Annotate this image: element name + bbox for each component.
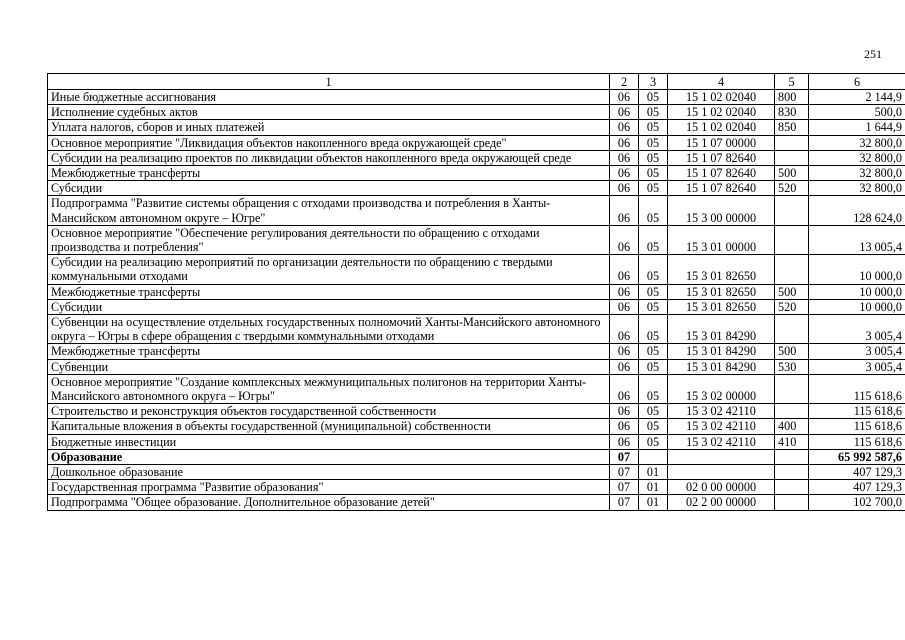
expense-type-cell: [775, 315, 809, 344]
amount-cell: 1 644,9: [809, 120, 905, 135]
expense-type-cell: 830: [775, 105, 809, 120]
target-article-cell: 15 3 01 84290: [668, 344, 775, 359]
row-name-cell: Субсидии: [48, 299, 610, 314]
expense-type-cell: 520: [775, 181, 809, 196]
subsection-code-cell: 05: [639, 181, 668, 196]
amount-cell: 32 800,0: [809, 166, 905, 181]
table-row: [48, 434, 905, 449]
table-row: [48, 419, 905, 434]
table-row: [48, 465, 905, 480]
section-code-cell: 06: [610, 255, 639, 284]
amount-cell: 32 800,0: [809, 135, 905, 150]
target-article-cell: 15 3 02 42110: [668, 404, 775, 419]
section-code-cell: 06: [610, 196, 639, 225]
expense-type-cell: 530: [775, 359, 809, 374]
expense-type-cell: 520: [775, 299, 809, 314]
section-code-cell: 06: [610, 374, 639, 403]
row-name-cell: Уплата налогов, сборов и иных платежей: [48, 120, 610, 135]
table-row: [48, 480, 905, 495]
target-article-cell: 02 0 00 00000: [668, 480, 775, 495]
subsection-code-cell: 05: [639, 404, 668, 419]
column-header: 2: [610, 74, 639, 90]
amount-cell: 115 618,6: [809, 419, 905, 434]
target-article-cell: 15 1 02 02040: [668, 120, 775, 135]
expense-type-cell: 850: [775, 120, 809, 135]
row-name-cell: Субсидии на реализацию проектов по ликвидации объектов накопленного вреда окружающей среде: [48, 150, 610, 165]
section-code-cell: 06: [610, 135, 639, 150]
section-code-cell: 07: [610, 480, 639, 495]
row-name-cell: Межбюджетные трансферты: [48, 284, 610, 299]
row-name-cell: Бюджетные инвестиции: [48, 434, 610, 449]
table-row: [48, 374, 905, 403]
amount-cell: 2 144,9: [809, 90, 905, 105]
amount-cell: 3 005,4: [809, 315, 905, 344]
section-code-cell: 06: [610, 404, 639, 419]
expense-type-cell: [775, 449, 809, 464]
section-code-cell: 06: [610, 105, 639, 120]
expense-type-cell: 500: [775, 166, 809, 181]
table-row: [48, 255, 905, 284]
target-article-cell: 15 3 01 84290: [668, 315, 775, 344]
row-name-cell: Субвенции на осуществление отдельных государственных полномочий Ханты-Мансийского автономного округа – Югры в сфере обращения с твердыми коммунальными отходами: [48, 315, 610, 344]
table-row: [48, 404, 905, 419]
amount-cell: 3 005,4: [809, 359, 905, 374]
column-header: 5: [775, 74, 809, 90]
section-code-cell: 06: [610, 181, 639, 196]
subsection-code-cell: 05: [639, 419, 668, 434]
subsection-code-cell: 05: [639, 284, 668, 299]
target-article-cell: 02 2 00 00000: [668, 495, 775, 510]
column-header: 1: [48, 74, 610, 90]
subsection-code-cell: 05: [639, 90, 668, 105]
expense-type-cell: 500: [775, 344, 809, 359]
table-row: [48, 181, 905, 196]
expense-type-cell: [775, 374, 809, 403]
section-code-cell: 06: [610, 284, 639, 299]
subsection-code-cell: 05: [639, 135, 668, 150]
section-code-cell: 06: [610, 225, 639, 254]
row-name-cell: Основное мероприятие "Создание комплексных межмуниципальных полигонов на территории Ханты-Мансийского автономного округа – Югры": [48, 374, 610, 403]
subsection-code-cell: 05: [639, 225, 668, 254]
target-article-cell: 15 3 02 00000: [668, 374, 775, 403]
section-code-cell: 06: [610, 315, 639, 344]
section-code-cell: 06: [610, 150, 639, 165]
amount-cell: 115 618,6: [809, 374, 905, 403]
table-row: [48, 105, 905, 120]
target-article-cell: 15 1 07 82640: [668, 166, 775, 181]
target-article-cell: 15 3 01 00000: [668, 225, 775, 254]
target-article-cell: 15 3 01 82650: [668, 299, 775, 314]
subsection-code-cell: 05: [639, 374, 668, 403]
table-row: [48, 225, 905, 254]
subsection-code-cell: 05: [639, 344, 668, 359]
section-code-cell: 06: [610, 120, 639, 135]
table-header-row: [48, 74, 905, 90]
row-name-cell: Образование: [48, 449, 610, 464]
subsection-code-cell: [639, 449, 668, 464]
row-name-cell: Подпрограмма "Развитие системы обращения с отходами производства и потребления в Ханты-Мансийском автономном округе – Югре": [48, 196, 610, 225]
amount-cell: 102 700,0: [809, 495, 905, 510]
row-name-cell: Подпрограмма "Общее образование. Дополнительное образование детей": [48, 495, 610, 510]
column-header: 3: [639, 74, 668, 90]
expense-type-cell: [775, 495, 809, 510]
column-header: 4: [668, 74, 775, 90]
row-name-cell: Капитальные вложения в объекты государственной (муниципальной) собственности: [48, 419, 610, 434]
expense-type-cell: 500: [775, 284, 809, 299]
section-code-cell: 07: [610, 449, 639, 464]
target-article-cell: 15 1 02 02040: [668, 90, 775, 105]
target-article-cell: [668, 465, 775, 480]
row-name-cell: Субсидии: [48, 181, 610, 196]
expense-type-cell: [775, 196, 809, 225]
row-name-cell: Строительство и реконструкция объектов государственной собственности: [48, 404, 610, 419]
row-name-cell: Основное мероприятие "Ликвидация объектов накопленного вреда окружающей среде": [48, 135, 610, 150]
subsection-code-cell: 01: [639, 480, 668, 495]
expense-type-cell: [775, 480, 809, 495]
subsection-code-cell: 05: [639, 255, 668, 284]
amount-cell: 32 800,0: [809, 150, 905, 165]
subsection-code-cell: 05: [639, 166, 668, 181]
amount-cell: 407 129,3: [809, 465, 905, 480]
row-name-cell: Межбюджетные трансферты: [48, 166, 610, 181]
expense-type-cell: 800: [775, 90, 809, 105]
table-row: [48, 135, 905, 150]
amount-cell: 128 624,0: [809, 196, 905, 225]
subsection-code-cell: 01: [639, 495, 668, 510]
table-row: [48, 299, 905, 314]
table-row: [48, 344, 905, 359]
subsection-code-cell: 05: [639, 359, 668, 374]
amount-cell: 407 129,3: [809, 480, 905, 495]
target-article-cell: 15 3 01 84290: [668, 359, 775, 374]
table-row: [48, 359, 905, 374]
row-name-cell: Исполнение судебных актов: [48, 105, 610, 120]
expense-type-cell: [775, 404, 809, 419]
row-name-cell: Субвенции: [48, 359, 610, 374]
section-code-cell: 06: [610, 166, 639, 181]
table-row: [48, 150, 905, 165]
section-code-cell: 06: [610, 359, 639, 374]
target-article-cell: [668, 449, 775, 464]
amount-cell: 13 005,4: [809, 225, 905, 254]
target-article-cell: 15 1 07 00000: [668, 135, 775, 150]
row-name-cell: Государственная программа "Развитие образования": [48, 480, 610, 495]
amount-cell: 115 618,6: [809, 404, 905, 419]
amount-cell: 10 000,0: [809, 255, 905, 284]
row-name-cell: Основное мероприятие "Обеспечение регулирования деятельности по обращению с отходами производства и потребления": [48, 225, 610, 254]
table-row: [48, 284, 905, 299]
subsection-code-cell: 05: [639, 105, 668, 120]
table-row: [48, 449, 905, 464]
amount-cell: 10 000,0: [809, 284, 905, 299]
table-row: [48, 196, 905, 225]
subsection-code-cell: 05: [639, 434, 668, 449]
target-article-cell: 15 1 07 82640: [668, 150, 775, 165]
expense-type-cell: [775, 255, 809, 284]
subsection-code-cell: 01: [639, 465, 668, 480]
expense-type-cell: 410: [775, 434, 809, 449]
subsection-code-cell: 05: [639, 299, 668, 314]
target-article-cell: 15 1 02 02040: [668, 105, 775, 120]
expense-type-cell: 400: [775, 419, 809, 434]
table-row: [48, 120, 905, 135]
row-name-cell: Межбюджетные трансферты: [48, 344, 610, 359]
expense-type-cell: [775, 465, 809, 480]
page-number: 251: [864, 47, 882, 61]
expense-type-cell: [775, 135, 809, 150]
section-code-cell: 07: [610, 465, 639, 480]
budget-table: [47, 73, 905, 511]
section-code-cell: 06: [610, 344, 639, 359]
amount-cell: 500,0: [809, 105, 905, 120]
section-code-cell: 06: [610, 419, 639, 434]
expense-type-cell: [775, 150, 809, 165]
subsection-code-cell: 05: [639, 150, 668, 165]
target-article-cell: 15 3 02 42110: [668, 434, 775, 449]
section-code-cell: 06: [610, 434, 639, 449]
target-article-cell: 15 3 02 42110: [668, 419, 775, 434]
amount-cell: 115 618,6: [809, 434, 905, 449]
section-code-cell: 06: [610, 299, 639, 314]
table-row: [48, 90, 905, 105]
amount-cell: 3 005,4: [809, 344, 905, 359]
target-article-cell: 15 1 07 82640: [668, 181, 775, 196]
amount-cell: 10 000,0: [809, 299, 905, 314]
target-article-cell: 15 3 00 00000: [668, 196, 775, 225]
table-row: [48, 166, 905, 181]
subsection-code-cell: 05: [639, 315, 668, 344]
section-code-cell: 06: [610, 90, 639, 105]
section-code-cell: 07: [610, 495, 639, 510]
row-name-cell: Дошкольное образование: [48, 465, 610, 480]
target-article-cell: 15 3 01 82650: [668, 255, 775, 284]
amount-cell: 65 992 587,6: [809, 449, 905, 464]
table-row: [48, 495, 905, 510]
amount-cell: 32 800,0: [809, 181, 905, 196]
subsection-code-cell: 05: [639, 120, 668, 135]
subsection-code-cell: 05: [639, 196, 668, 225]
row-name-cell: Субсидии на реализацию мероприятий по организации деятельности по обращению с твердыми коммунальными отходами: [48, 255, 610, 284]
column-header: 6: [809, 74, 905, 90]
expense-type-cell: [775, 225, 809, 254]
row-name-cell: Иные бюджетные ассигнования: [48, 90, 610, 105]
target-article-cell: 15 3 01 82650: [668, 284, 775, 299]
table-row: [48, 315, 905, 344]
